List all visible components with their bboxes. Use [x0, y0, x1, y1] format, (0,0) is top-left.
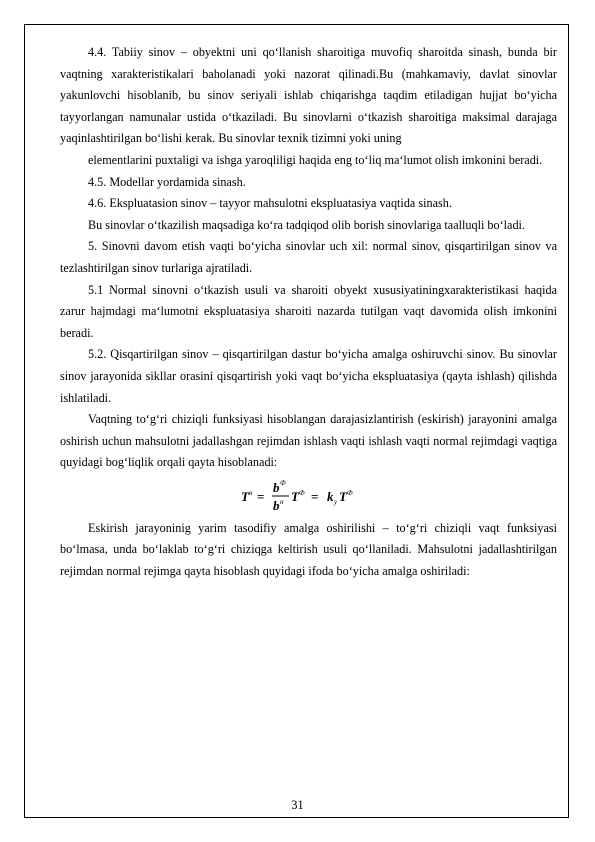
paragraph-purpose: Bu sinovlar o‘tkazilish maqsadiga ko‘ra tadqiqod olib borish sinovlariga taalluqli bo‘ladi.: [88, 217, 525, 232]
paragraph-eskirish: Eskirish jarayoninig yarim tasodifiy amalga oshirilishi – to‘g‘ri chiziqli vaqt funksiyasi bo‘lmasa, unda bo‘laklab to‘g‘ri chiziqga keltirish usuli qo‘llaniladi. Mahsulotni jadallashtirilgan rejimdan normal rejimga qayta hisoblash quyidagi ifoda bo‘yicha amalga oshiriladi:: [60, 520, 557, 579]
paragraph-5-1: 5.1 Normal sinovni o‘tkazish usuli va sharoiti obyekt xususiyatiningxarakteristikasi haqida zarur hajmdagi ma‘lumotni ekspluatasiya sharoiti nazarda tutilgan vaqt davomida olish imkonini beradi.: [60, 282, 557, 340]
formula: [60, 474, 557, 518]
formula-equals-2: =: [310, 488, 318, 504]
formula-den-sup: н: [279, 497, 283, 506]
formula-rhs-sup: Ф: [346, 488, 353, 497]
formula-k-sub: y: [333, 497, 337, 506]
formula-num-sup: Ф: [279, 478, 286, 487]
document-body: [60, 42, 557, 583]
paragraph-4-4-cont: elementlarini puxtaligi va ishga yaroqliligi haqida eng to‘liq ma‘lumot olish imkonini beradi.: [88, 152, 543, 167]
formula-rhs: T: [338, 488, 347, 504]
paragraph-5-2: 5.2. Qisqartirilgan sinov – qisqartirilgan dastur bo‘yicha amalga oshiruvchi sinov. Bu sinovlar sinov jarayonida sikllar orasini qisqartirish yoki vaqt bo‘yicha ekspluatasiya (qayta ishlash) qilishda ishlatiladi.: [60, 347, 557, 405]
formula-lhs-sup: н: [248, 488, 252, 497]
formula-equals-1: =: [256, 488, 264, 504]
formula-mid: T: [290, 488, 299, 504]
page-number: 31: [291, 798, 304, 812]
formula-den: b: [272, 497, 279, 513]
formula-k: k: [326, 488, 333, 504]
formula-num: b: [272, 479, 279, 495]
paragraph-4-5: 4.5. Modellar yordamida sinash.: [88, 174, 246, 189]
formula-svg: [239, 474, 379, 518]
paragraph-5: 5. Sinovni davom etish vaqti bo‘yicha sinovlar uch xil: normal sinov, qisqartirilgan sinov va tezlashtirilgan sinov turlariga ajratiladi.: [60, 239, 557, 275]
paragraph-4-4: 4.4. Tabiiy sinov – obyektni uni qo‘llanish sharoitiga muvofiq sharoitda sinash, bunda bir vaqtning xarakteristikalari baholanadi yoki nazorat qilinadi.Bu (mahkamaviy, davlat sinovlar yakunlovchi hisoblanib, bu sinov seriyali ishlab chiqarishga taqdim etiladigan hujjat bo‘yicha tayyorlangan namunalar ustida o‘tkaziladi. Bu sinovlarni o‘tkazish sharoitiga maksimal darajaga yaqinlashtirilgan bo‘lishi kerak. Bu sinovlar texnik tizimni yoki uning: [60, 45, 557, 146]
formula-mid-sup: Ф: [298, 488, 305, 497]
paragraph-linear-function: Vaqtning to‘g‘ri chiziqli funksiyasi hisoblangan darajasizlantirish (eskirish) jarayonini amalga oshirish uchun mahsulotni jadallashgan rejimdan ishlash vaqti ishlash vaqti normal rejimdagi vaqtiga quyidagi bog‘liqlik orqali qayta hisoblanadi:: [60, 412, 557, 470]
formula-lhs: T: [240, 488, 249, 504]
paragraph-4-6: 4.6. Ekspluatasion sinov – tayyor mahsulotni ekspluatasiya vaqtida sinash.: [88, 196, 452, 211]
